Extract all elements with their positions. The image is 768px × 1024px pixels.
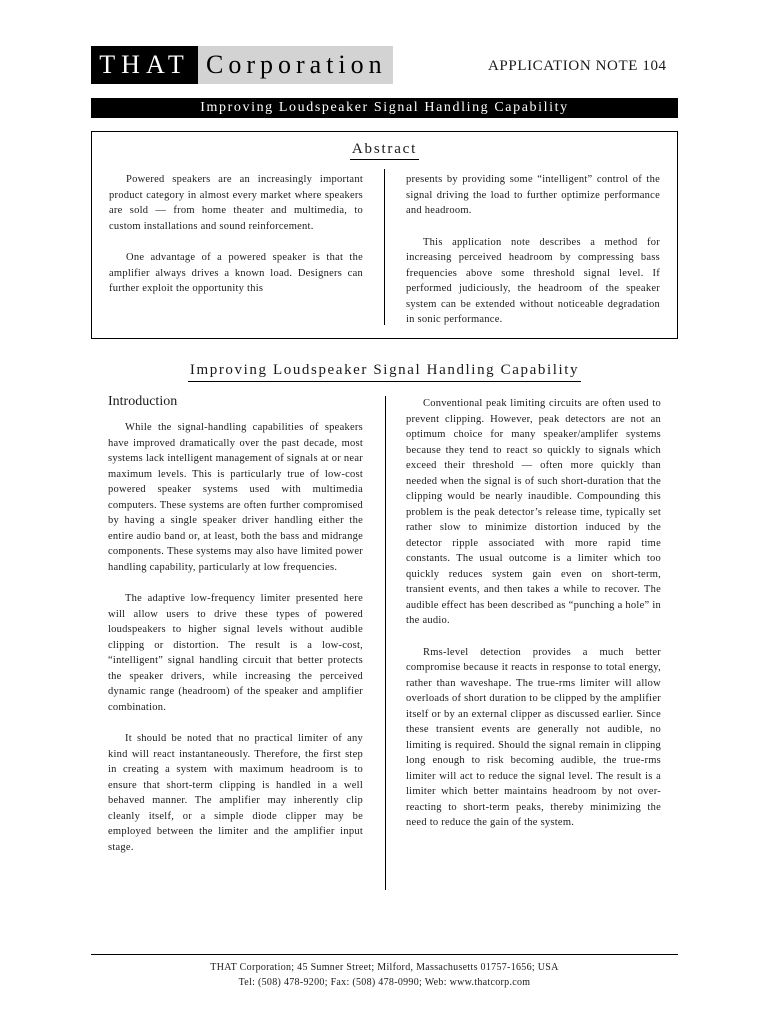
abstract-paragraph: presents by providing some “intelligent” control of the signal driving the load to further optimize performance and headroom. [406,174,660,216]
logo-that-text: THAT [91,46,198,84]
logo-corporation-text: Corporation [198,46,393,84]
footer [91,960,678,990]
abstract-paragraph: One advantage of a powered speaker is that the amplifier always drives a known load. Designers can further exploit the opportunity this [109,252,363,294]
abstract-heading [92,141,677,158]
abstract-heading-text: Abstract [350,141,419,160]
company-logo [91,46,393,84]
footer-contact: Tel: (508) 478-9200; Fax: (508) 478-0990; Web: www.thatcorp.com [238,977,531,988]
abstract-paragraph: Powered speakers are an increasingly important product category in almost every market where speakers are sold — from home theater and multimedia, to custom installations and sound reinforcement. [109,174,363,232]
abstract-left-column [109,172,363,313]
body-paragraph: While the signal-handling capabilities of speakers have improved dramatically over the past decade, most systems lack intelligent management of signals at or near maximum levels. This is particularly true of low-cost powered speaker systems used with multimedia computers. These systems are often further compromised by having a single speaker driver handling either the entire audio band or, at least, both the bass and midrange components. These systems may also have limited power handling capability, particularly at low frequencies. [108,422,363,573]
abstract-right-column [406,172,660,344]
body-right-column [406,396,661,847]
document-title-bar: Improving Loudspeaker Signal Handling Capability [91,98,678,118]
introduction-heading: Introduction [108,394,178,409]
section-heading-text: Improving Loudspeaker Signal Handling Capability [188,362,581,382]
body-paragraph: Rms-level detection provides a much better compromise because it reacts in response to total energy, rather than waveshape. The true-rms limiter will allow overloads of short duration to be clipped by the amplifier itself or by an external clipper as discussed earlier. Since these transient events are generally not audible, no limiting is required. Should the signal remain in clipping long enough to risk becoming audible, the true-rms limiter will act to reduce the signal level. The result is a limiter which better maintains headroom by not over-reacting to short-term peaks, thereby minimizing the need to reduce the gain of the system. [406,646,661,828]
body-paragraph: It should be noted that no practical limiter of any kind will react instantaneously. Therefore, the first step in creating a system with maximum headroom is to ensure that short-term clipping is handled in a well behaved manner. The amplifier may inherently clip cleanly itself, or a simple diode clipper may be employed between the limiter and the amplifier input stage. [108,733,363,853]
footer-divider [91,954,678,955]
footer-address: THAT Corporation; 45 Sumner Street; Milford, Massachusetts 01757-1656; USA [210,962,559,973]
abstract-box [91,131,678,339]
body-paragraph: Conventional peak limiting circuits are often used to prevent clipping. However, peak detectors are not an optimum choice for many speaker/amplifer systems because they tend to react so quickly to signals which exceed their threshold — often more quickly than needed when the signal is of such short-duration that the clipping would be nearly inaudible. Compounding this problem is the peak detector’s release time, typically set rather slow to minimize distortion induced by the detector ripple associated with more rapid time constants. The usual outcome is a limiter which too quickly reduces system gain even on short-term, transient events, and then takes a while to recover. The audible effect has been described as “punching a hole” in the audio. [406,398,661,626]
abstract-paragraph: This application note describes a method for increasing perceived headroom by compressing bass frequencies above some threshold signal level. If performed judiciously, the headroom of the speaker system can be extended without noticeable degradation in sonic performance. [406,236,660,325]
body-column-divider [385,396,386,890]
abstract-column-divider [384,169,385,325]
body-paragraph: The adaptive low-frequency limiter presented here will allow users to drive these types of powered loudspeakers to higher signal levels without audible clipping or distortion. The result is a low-cost, “intelligent” signal handling circuit that better protects the speaker drivers, while increasing the perceived dynamic range (headroom) of the speaker and amplifier combination. [108,593,363,713]
section-heading [91,362,678,379]
application-note-label: APPLICATION NOTE 104 [488,58,667,74]
body-left-column [108,420,363,871]
